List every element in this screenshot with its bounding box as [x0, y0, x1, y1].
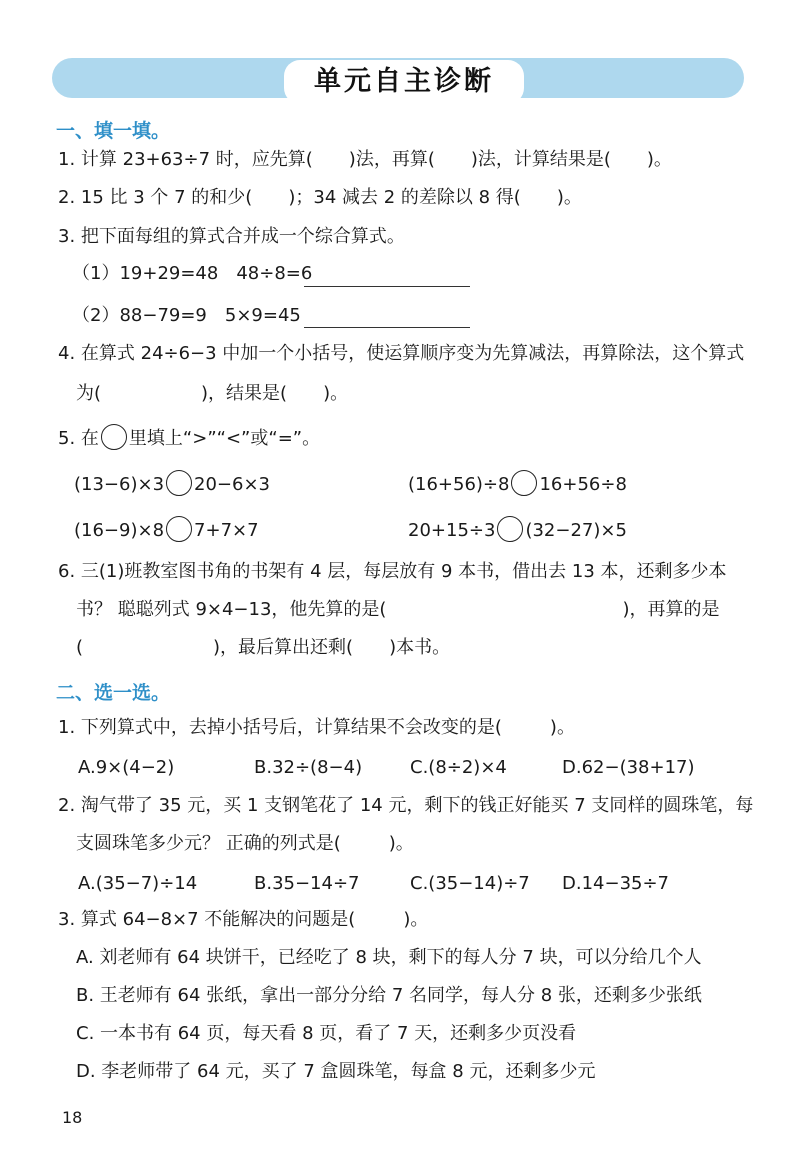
- choice-3-option-c[interactable]: C. 一本书有 64 页，每天看 8 页，看了 7 天，还剩多少页没看: [76, 1023, 577, 1044]
- choice-1-option-c[interactable]: C.(8÷2)×4: [410, 757, 507, 778]
- page-title: 单元自主诊断: [314, 66, 494, 97]
- choice-2-option-c[interactable]: C.(35−14)÷7: [410, 873, 530, 894]
- compare-circle[interactable]: [497, 516, 523, 542]
- question-6-line-2: 书？ 聪聪列式 9×4−13，他先算的是( )，再算的是: [76, 599, 720, 620]
- choice-2-option-d[interactable]: D.14−35÷7: [562, 873, 670, 894]
- compare-item-3: (16−9)×8 7+7×7: [74, 516, 259, 543]
- question-3-part-2: （2）88−79=9 5×9=45: [72, 305, 301, 326]
- choice-3-option-d[interactable]: D. 李老师带了 64 元，买了 7 盒圆珠笔，每盒 8 元，还剩多少元: [76, 1061, 596, 1082]
- answer-line[interactable]: [304, 286, 470, 287]
- choice-1-option-b[interactable]: B.32÷(8−4): [254, 757, 363, 778]
- choice-question-3: 3. 算式 64−8×7 不能解决的问题是( )。: [58, 909, 429, 930]
- question-6-line-1: 6. 三(1)班教室图书角的书架有 4 层，每层放有 9 本书，借出去 13 本，还剩多少本: [58, 561, 727, 582]
- compare-item-1: (13−6)×3 20−6×3: [74, 470, 270, 497]
- question-3: 3. 把下面每组的算式合并成一个综合算式。: [58, 226, 405, 247]
- compare-circle[interactable]: [511, 470, 537, 496]
- choice-3-option-b[interactable]: B. 王老师有 64 张纸，拿出一部分分给 7 名同学，每人分 8 张，还剩多少张纸: [76, 985, 702, 1006]
- choice-1-option-d[interactable]: D.62−(38+17): [562, 757, 695, 778]
- section-heading-choose: 二、选一选。: [56, 682, 171, 704]
- choice-2-option-b[interactable]: B.35−14÷7: [254, 873, 360, 894]
- choice-2-option-a[interactable]: A.(35−7)÷14: [78, 873, 198, 894]
- compare-circle[interactable]: [166, 516, 192, 542]
- question-6-line-3: ( )，最后算出还剩( )本书。: [76, 637, 451, 658]
- question-3-part-1: （1）19+29=48 48÷8=6: [72, 263, 313, 284]
- answer-line[interactable]: [304, 327, 470, 328]
- choice-3-option-a[interactable]: A. 刘老师有 64 块饼干，已经吃了 8 块，剩下的每人分 7 块，可以分给几个人: [76, 947, 702, 968]
- choice-1-option-a[interactable]: A.9×(4−2): [78, 757, 175, 778]
- choice-question-2-line-1: 2. 淘气带了 35 元，买 1 支钢笔花了 14 元，剩下的钱正好能买 7 支同样的圆珠笔，每: [58, 795, 754, 816]
- question-4-line-2: 为( )，结果是( )。: [76, 383, 349, 404]
- question-1: 1. 计算 23+63÷7 时，应先算( )法，再算( )法，计算结果是( )。: [58, 149, 672, 170]
- question-2: 2. 15 比 3 个 7 的和少( )；34 减去 2 的差除以 8 得( )。: [58, 187, 582, 208]
- section-heading-fill: 一、填一填。: [56, 120, 171, 142]
- choice-question-2-line-2: 支圆珠笔多少元？ 正确的列式是( )。: [76, 833, 414, 854]
- compare-circle[interactable]: [166, 470, 192, 496]
- choice-question-1: 1. 下列算式中，去掉小括号后，计算结果不会改变的是( )。: [58, 717, 575, 738]
- question-4-line-1: 4. 在算式 24÷6−3 中加一个小括号，使运算顺序变为先算减法，再算除法，这个算式: [58, 343, 745, 364]
- question-5: 5. 在 里填上“>”“<”或“=”。: [58, 424, 320, 451]
- compare-item-4: 20+15÷3 (32−27)×5: [408, 516, 627, 543]
- compare-circle[interactable]: [101, 424, 127, 450]
- page-number: 18: [62, 1108, 83, 1127]
- compare-item-2: (16+56)÷8 16+56÷8: [408, 470, 627, 497]
